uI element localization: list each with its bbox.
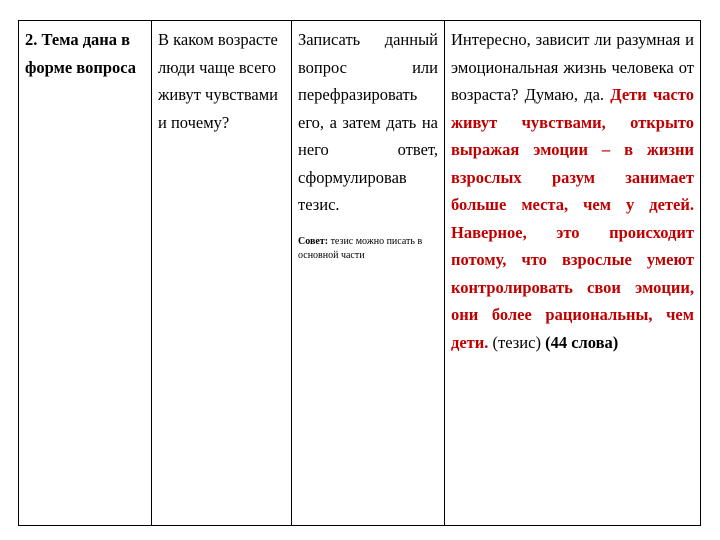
instruction-text: Записать данный вопрос или перефразировать его, а затем дать на него ответ, сформулировав тезис. xyxy=(298,30,438,214)
word-count: (44 слова) xyxy=(545,332,619,352)
cell-topic-question: В каком возрасте люди чаще всего живут чувствами и почему? xyxy=(152,21,292,526)
cell-example-answer xyxy=(445,21,701,526)
thesis-tag: (тезис) xyxy=(492,332,541,352)
essay-plan-table xyxy=(18,20,701,526)
table-row xyxy=(19,21,701,526)
advice-note xyxy=(298,235,438,263)
answer-intro: Интересно, зависит ли разумная и эмоциональная жизнь человека от возраста? Думаю, да. xyxy=(451,30,694,104)
cell-step-title: 2. Тема дана в форме вопроса xyxy=(19,21,152,526)
answer-thesis: Дети часто живут чувствами, открыто выражая эмоции – в жизни взрослых разум занимает больше места, чем у детей. Наверное, это происходит потому, что взрослые умеют контролировать свои эмоции, они более рациональны, чем дети. xyxy=(451,85,694,352)
advice-label: Совет: xyxy=(298,235,329,247)
advice-text: тезис можно писать в основной части xyxy=(298,235,423,261)
cell-instruction xyxy=(292,21,445,526)
